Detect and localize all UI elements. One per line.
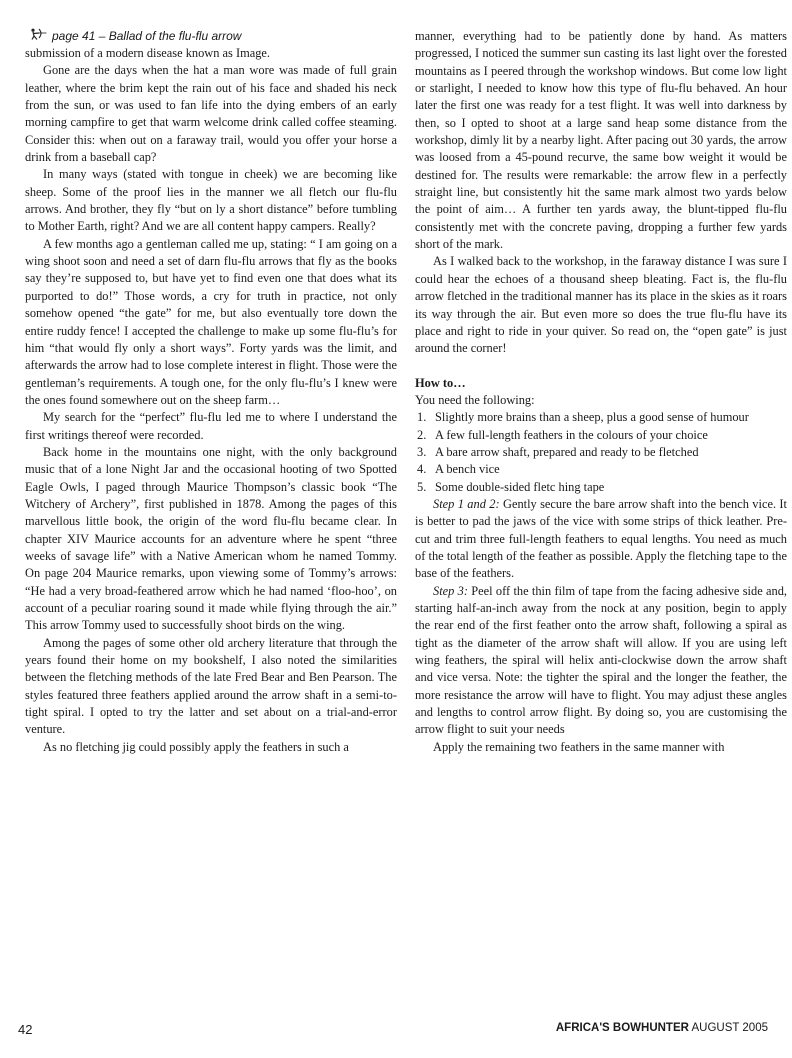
list-text: A few full-length feathers in the colours of your choice bbox=[435, 427, 708, 442]
section-title: How to… bbox=[415, 375, 466, 390]
list-item bbox=[415, 444, 787, 461]
list-number: 3. bbox=[417, 444, 427, 459]
body-paragraph: submission of a modern disease known as Image. bbox=[25, 46, 271, 60]
list-number: 4. bbox=[417, 462, 427, 477]
body-paragraph: A few months ago a gentleman called me up, stating: “ I am going on a wing shoot soon and need a set of darn flu-flu arrows that fly as the books say they’re supposed to, but have yet to find even one that does what its purported to do!” Those words, a cry for truth in practice, not only somehow opened “the gate” for me, but also eventually tore down the entire ruddy fence! I accepted the challenge to make up some flu-flu’s for him “that would fly only a short ways”. Forty yards was the limit, and afterwards the arrow had to lose complete interest in flight. Those were the gentleman’s requirements. A tough one, for the only flu-flu’s I knew were the ones found somewhere out on the sheep farm… bbox=[25, 236, 397, 407]
step-label: Step 3: bbox=[433, 583, 468, 598]
body-paragraph: As I walked back to the workshop, in the faraway distance I was sure I could hear the echoes of a thousand sheep bleating. Fact is, the flu-flu arrow fletched in the traditional manner has its place in the skies as it roars its way through the air. But even more so does the true flu-flu have its place and right to ride in your quiver. So read on, the “open gate” is just around the corner! bbox=[415, 254, 787, 356]
step-paragraph bbox=[415, 583, 787, 739]
step-text: Gently secure the bare arrow shaft into the bench vice. It is better to pad the jaws of the vice with some strips of thick leather. Pre-cut and trim three full-length feathers to equal lengths. You need as much of the total length of the feather as possible. Apply the fletching tape to the base of the feathers. bbox=[415, 496, 787, 581]
list-text: Some double-sided fletc hing tape bbox=[435, 479, 605, 494]
right-column bbox=[415, 28, 787, 756]
requirements-list bbox=[415, 409, 787, 496]
publication-footer bbox=[556, 1022, 768, 1034]
list-text: A bare arrow shaft, prepared and ready to be fletched bbox=[435, 444, 699, 459]
body-paragraph: Back home in the mountains one night, with the only background music that of a lone Night Jar and the occasional hooting of two Spotted Eagle Owls, I paged through Maurice Thompson’s classic book “The Witchery of Archery”, first published in 1878. Among the pages of this marvellous little book, the origin of the word flu-flu became clear. In chapter XIV Maurice accounts for an adventure where he spent “three weeks of savage life” with a Native American whom he named Tommy. On page 204 Maurice remarks, upon viewing some of Tommy’s arrows: “He had a very broad-feathered arrow which he had named ‘floo-hoo’, on account of a peculiar roaring sound it made while flying through the air.” This arrow Tommy used to successfully shoot birds on the wing. bbox=[25, 444, 397, 633]
step-label: Step 1 and 2: bbox=[433, 496, 500, 511]
step-paragraph bbox=[415, 496, 787, 583]
body-paragraph: In many ways (stated with tongue in cheek) we are becoming like sheep. Some of the proof lies in the manner we all fletch our flu-flu arrows. And brother, they fly “but on ly a short distance” before tumbling to Mother Earth, right? And we are all content happy campers. Really? bbox=[25, 167, 397, 234]
running-title: page 41 – Ballad of the flu-flu arrow bbox=[52, 29, 242, 43]
list-intro: You need the following: bbox=[415, 392, 535, 407]
publication-name: AFRICA'S BOWHUNTER bbox=[555, 1022, 689, 1034]
list-text: Slightly more brains than a sheep, plus a good sense of humour bbox=[435, 410, 749, 425]
body-paragraph: Gone are the days when the hat a man wore was made of full grain leather, where the brim kept the rain out of his face and shaded his neck from the sun, or was used to fan life into the dying embers of an early morning campfire to get that warm welcome drink called coffee steaming. Consider this: when out on a faraway trail, would you offer your horse a drink from a baseball cap? bbox=[25, 63, 397, 165]
page-number: 42 bbox=[18, 1022, 33, 1037]
body-paragraph: My search for the “perfect” flu-flu led me to where I understand the first writings thereof were recorded. bbox=[25, 410, 397, 442]
body-paragraph: Among the pages of some other old archery literature that through the years found their home on my bookshelf, I also noted the similarities between the fletching methods of the late Fred Bear and Ben Pearson. The styles featured three feathers applied around the arrow shaft in a semi-to-tight spiral. I opted to try the latter and set about on a trial-and-error venture. bbox=[25, 635, 397, 737]
list-item bbox=[415, 409, 787, 426]
body-paragraph: As no fletching jig could possibly apply the feathers in such a bbox=[43, 739, 349, 754]
list-number: 1. bbox=[417, 410, 427, 425]
list-number: 2. bbox=[417, 427, 427, 442]
list-item bbox=[415, 479, 787, 496]
step-text: Peel off the thin film of tape from the facing adhesive side and, starting half-an-inch away from the nock at any position, begin to apply the rear end of the first feather onto the arrow shaft, following a spiral as tight as the diameter of the arrow shaft will allow. If you are using left wing feathers, the spiral will helix anti-clockwise down the arrow shaft and vice versa. Note: the tighter the spiral and the longer the feather, the more resistance the arrow will have to flight. You may adjust these angles and lengths to control arrow flight. By doing so, you are customising the arrow flight to suit your needs bbox=[415, 583, 787, 737]
list-item bbox=[415, 461, 787, 478]
running-header bbox=[29, 28, 397, 45]
list-number: 5. bbox=[417, 479, 427, 494]
body-paragraph: manner, everything had to be patiently done by hand. As matters progressed, I noticed the summer sun casting its last light over the forested mountains as I peered through the workshop windows. But come low light or starlight, I needed to know how this type of flu-flu behaved. An hour later the first one was ready for a test flight. It was well into darkness by then, so I opted to shoot at a large sand heap some distance from the workshop, dimly lit by a nearby light. After pacing out 30 yards, the arrow was loosed from a 45-pound recurve, the same bow weight it would be destined for. The results were remarkable: the arrow flew in a perfectly straight line, but consistently hit the same mark almost two yards below the point of aim… A further ten yards away, the blunt-tipped flu-flu consistently met with the concrete paving, dropping a further few yards short of the mark. bbox=[415, 29, 787, 252]
list-text: A bench vice bbox=[435, 462, 500, 477]
list-item bbox=[415, 427, 787, 444]
issue-date: AUGUST 2005 bbox=[691, 1022, 768, 1034]
body-paragraph: Apply the remaining two feathers in the same manner with bbox=[433, 739, 725, 754]
archer-icon bbox=[29, 28, 47, 45]
left-column bbox=[25, 28, 397, 756]
